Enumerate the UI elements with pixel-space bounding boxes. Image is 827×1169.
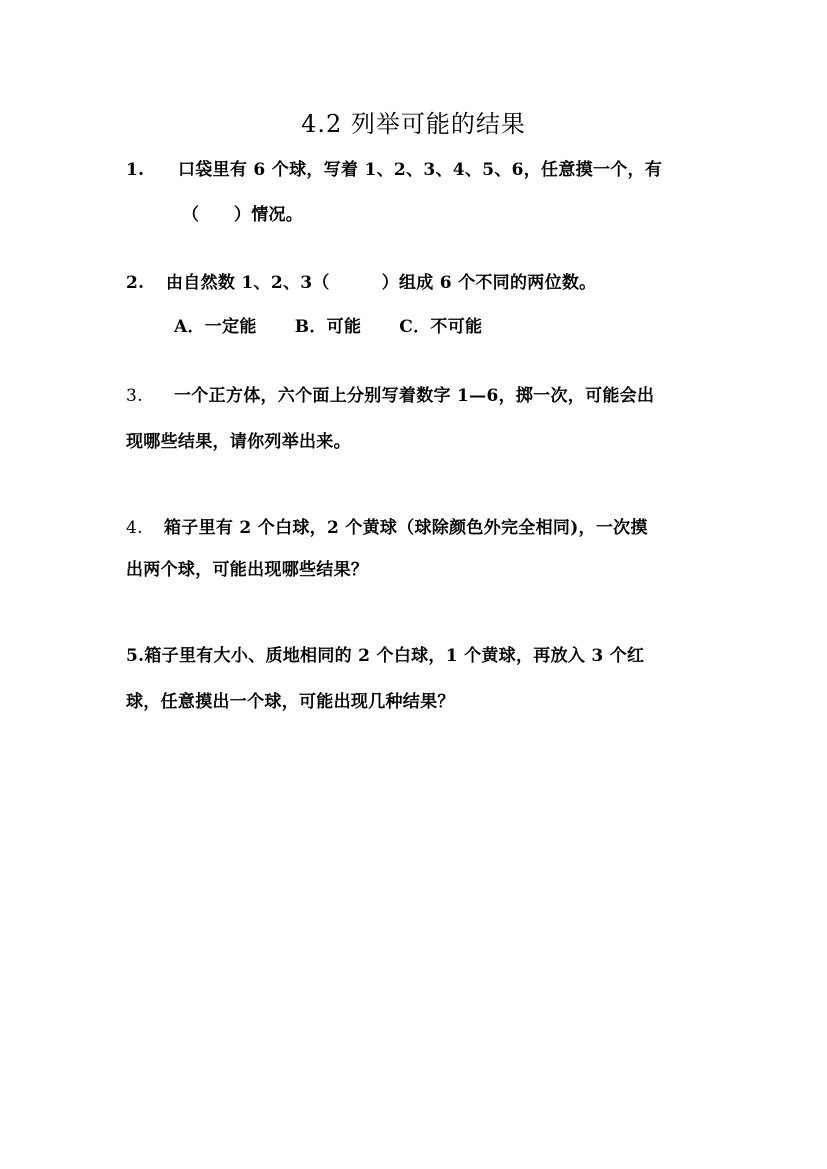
question-3-number: 3.: [126, 386, 143, 406]
question-5-text: 箱子里有大小、质地相同的 2 个白球，1 个黄球，再放入 3 个红: [144, 646, 645, 666]
question-4-number: 4.: [126, 518, 143, 538]
question-3-line-2: 现哪些结果，请你列举出来。: [126, 432, 351, 452]
question-2-number: 2.: [126, 273, 145, 293]
question-2-line-1: [126, 268, 596, 293]
question-1-number: 1.: [126, 160, 145, 180]
question-3-text: 一个正方体，六个面上分别写着数字 1—6，掷一次，可能会出: [174, 386, 655, 406]
question-4-text: 箱子里有 2 个白球，2 个黄球（球除颜色外完全相同)，一次摸: [164, 518, 648, 538]
page-title: 4.2 列举可能的结果: [301, 110, 526, 138]
question-1-text: 口袋里有 6 个球，写着 1、2、3、4、5、6，任意摸一个，有: [178, 160, 663, 180]
option-a: A．一定能: [174, 317, 257, 337]
question-3-line-1: [126, 381, 654, 406]
question-5-line-1: [126, 641, 644, 666]
question-1-line-2: （ ）情况。: [182, 205, 304, 225]
question-1-line-1: [126, 155, 662, 180]
option-b: B．可能: [294, 317, 362, 337]
question-2-text: 由自然数 1、2、3（ ）组成 6 个不同的两位数。: [166, 273, 597, 293]
question-5-line-2: 球，任意摸出一个球，可能出现几种结果？: [126, 692, 455, 712]
question-4-line-1: [126, 513, 648, 538]
question-5-number: 5.: [126, 646, 145, 666]
question-2-options: [174, 312, 482, 337]
question-4-line-2: 出两个球，可能出现哪些结果？: [126, 560, 369, 580]
option-c: C．不可能: [399, 317, 483, 337]
